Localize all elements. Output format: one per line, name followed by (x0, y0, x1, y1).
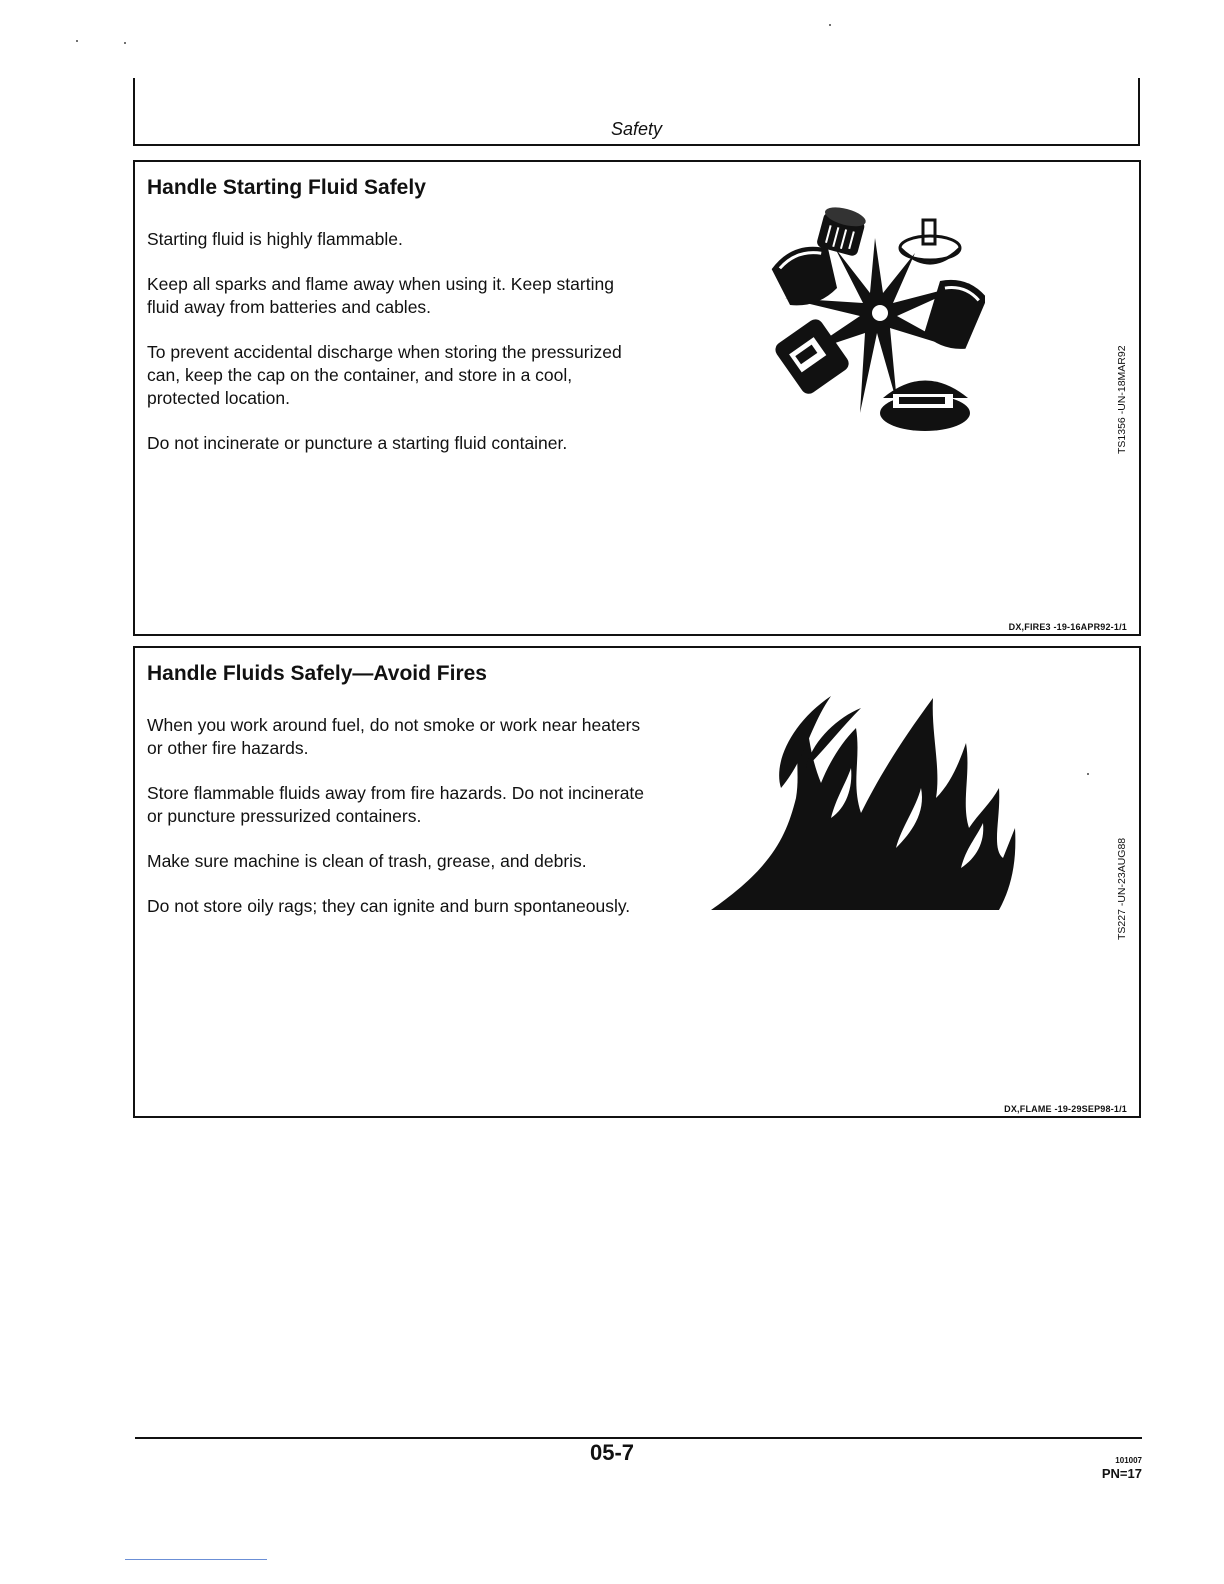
scan-speck (124, 42, 126, 44)
page-number: 05-7 (589, 1440, 635, 1465)
page-title: Safety (610, 119, 663, 139)
paragraph: When you work around fuel, do not smoke or work near heaters or other fire hazards. (147, 715, 641, 758)
paragraph: Keep all sparks and flame away when using it. Keep starting fluid away from batteries and cables. (147, 274, 614, 317)
paragraph: Store flammable fluids away from fire hazards. Do not incinerate or puncture pressurized containers. (147, 783, 645, 826)
section-body (147, 228, 647, 477)
link-underline (125, 1559, 267, 1560)
reference-code: DX,FIRE3 -19-16APR92-1/1 (1008, 622, 1127, 632)
reference-code: DX,FLAME -19-29SEP98-1/1 (1004, 1104, 1127, 1114)
scan-speck (76, 40, 78, 42)
pdf-page-number: PN=17 (1101, 1466, 1142, 1481)
paragraph: Make sure machine is clean of trash, grease, and debris. (147, 851, 587, 871)
paragraph: Starting fluid is highly flammable. (147, 229, 403, 249)
section-title: Handle Starting Fluid Safely (147, 176, 426, 199)
footer-rule (135, 1437, 1142, 1439)
section-starting-fluid (133, 160, 1141, 636)
scan-speck (1087, 773, 1089, 775)
figure-code: TS1356 -UN-18MAR92 (1116, 345, 1128, 454)
page-header (133, 78, 1140, 146)
starting-fluid-explosion-icon (765, 198, 985, 448)
scan-speck (829, 24, 831, 26)
section-avoid-fires (133, 646, 1141, 1118)
flame-icon (711, 688, 1021, 918)
paragraph: Do not store oily rags; they can ignite and burn spontaneously. (147, 896, 631, 916)
paragraph: To prevent accidental discharge when storing the pressurized can, keep the cap on the container, and store in a cool, protected location. (147, 342, 622, 408)
paragraph: Do not incinerate or puncture a starting fluid container. (147, 433, 568, 453)
section-body (147, 714, 647, 940)
figure-code: TS227 -UN-23AUG88 (1116, 837, 1128, 940)
document-date: 101007 (1115, 1456, 1142, 1465)
section-title: Handle Fluids Safely—Avoid Fires (147, 662, 487, 685)
